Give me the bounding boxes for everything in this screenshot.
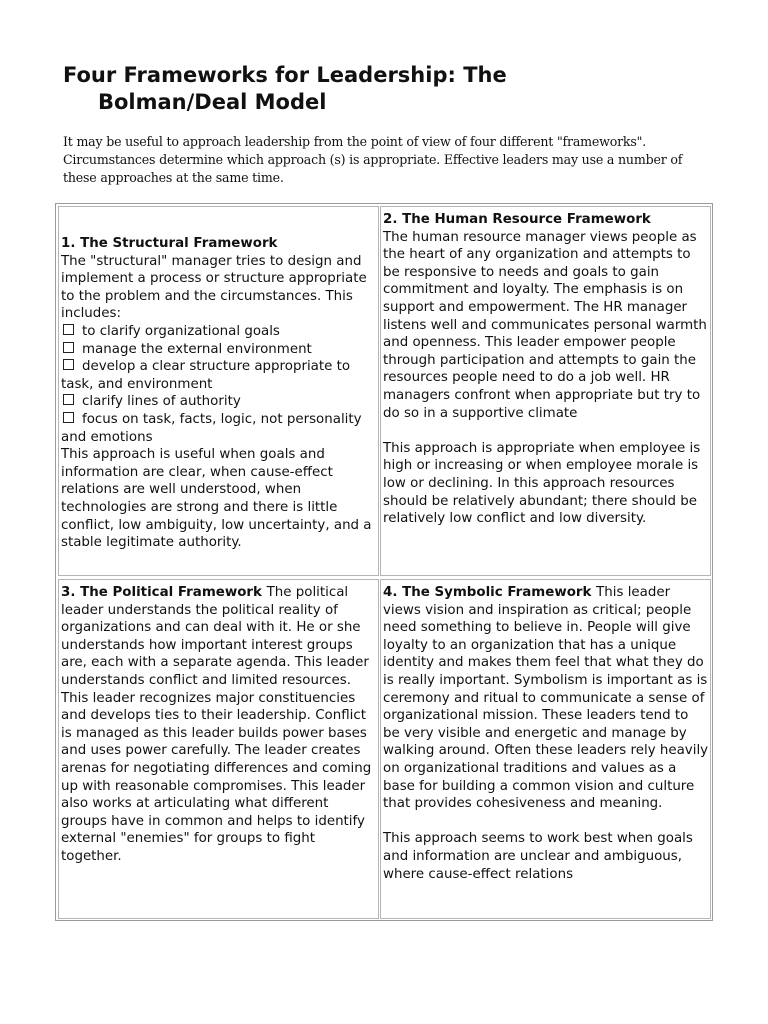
structural-heading: 1. The Structural Framework (61, 236, 278, 251)
checkbox-bullet-icon (63, 359, 74, 370)
checkbox-bullet-icon (63, 342, 74, 353)
political-framework-cell (58, 579, 379, 919)
list-item: manage the external environment (61, 341, 377, 359)
frameworks-table (55, 203, 713, 921)
symbolic-framework-cell (380, 579, 711, 919)
symbolic-body-2: This approach seems to work best when goals and information are unclear and ambiguous, where cause-effect relations (383, 831, 693, 882)
checkbox-bullet-icon (63, 412, 74, 423)
symbolic-body-1: This leader views vision and inspiration as critical; people need something to believe in. People will give loyalty to an organization that has a unique identity and makes them feel that what they do is really important. Symbolism is important as is ceremony and ritual to communicate a sense of organizational mission. These leaders tend to be very visible and energetic and manage by walking around. Often these leaders rely heavily on organizational traditions and values as a base for building a common vision and culture that provides cohesiveness and meaning. (383, 585, 709, 812)
checkbox-bullet-icon (63, 324, 74, 335)
human-resource-heading: 2. The Human Resource Framework (383, 212, 651, 227)
symbolic-heading: 4. The Symbolic Framework (383, 585, 597, 600)
list-item: focus on task, facts, logic, not personality and emotions (61, 411, 362, 445)
structural-body: This approach is useful when goals and information are clear, when cause-effect relations are well understood, when technologies are strong and there is little conflict, low ambiguity, low uncertainty, and a stable legitimate authority. (61, 447, 372, 551)
list-item: to clarify organizational goals (61, 323, 377, 341)
political-heading: 3. The Political Framework (61, 585, 267, 600)
structural-framework-cell (58, 206, 379, 576)
title-line-1: Four Frameworks for Leadership: The (63, 63, 507, 87)
structural-intro: The "structural" manager tries to design and implement a process or structure appropriate to the problem and the circumstances. This includes: (61, 253, 367, 322)
title-line-2: Bolman/Deal Model (98, 90, 327, 114)
political-body: The political leader understands the political reality of organizations and can deal with it. He or she understands how important interest groups are, each with a separate agenda. This leader understands conflict and limited resources. This leader recognizes major constituencies and develops ties to their leadership. Conflict is managed as this leader builds power bases and uses power carefully. The leader creates arenas for negotiating differences and coming up with reasonable compromises. This leader also works at articulating what different groups have in common and helps to identify external "enemies" for groups to fight together. (61, 585, 372, 864)
checkbox-bullet-icon (63, 394, 74, 405)
list-item: develop a clear structure appropriate to task, and environment (61, 359, 351, 392)
list-item: clarify lines of authority (61, 393, 377, 411)
human-resource-body-2: This approach is appropriate when employee is high or increasing or when employee morale is low or declining. In this approach resources should be relatively abundant; there should be relatively low conflict and low diversity. (383, 440, 701, 527)
human-resource-body-1: The human resource manager views people as the heart of any organization and attempts to be responsive to needs and goals to gain commitment and loyalty. The emphasis is on support and empowerment. The HR manager listens well and communicates personal warmth and openness. This leader empower people through participation and attempts to gain the resources people need to do a job well. HR managers confront when appropriate but try to do so in a supportive climate (383, 229, 707, 421)
intro-paragraph: It may be useful to approach leadership from the point of view of four different "frameworks". Circumstances determine which approach (s) is appropriate. Effective leaders may use a number of these approaches at the same time. (63, 134, 683, 185)
human-resource-framework-cell (380, 206, 711, 576)
document-title (63, 62, 703, 116)
